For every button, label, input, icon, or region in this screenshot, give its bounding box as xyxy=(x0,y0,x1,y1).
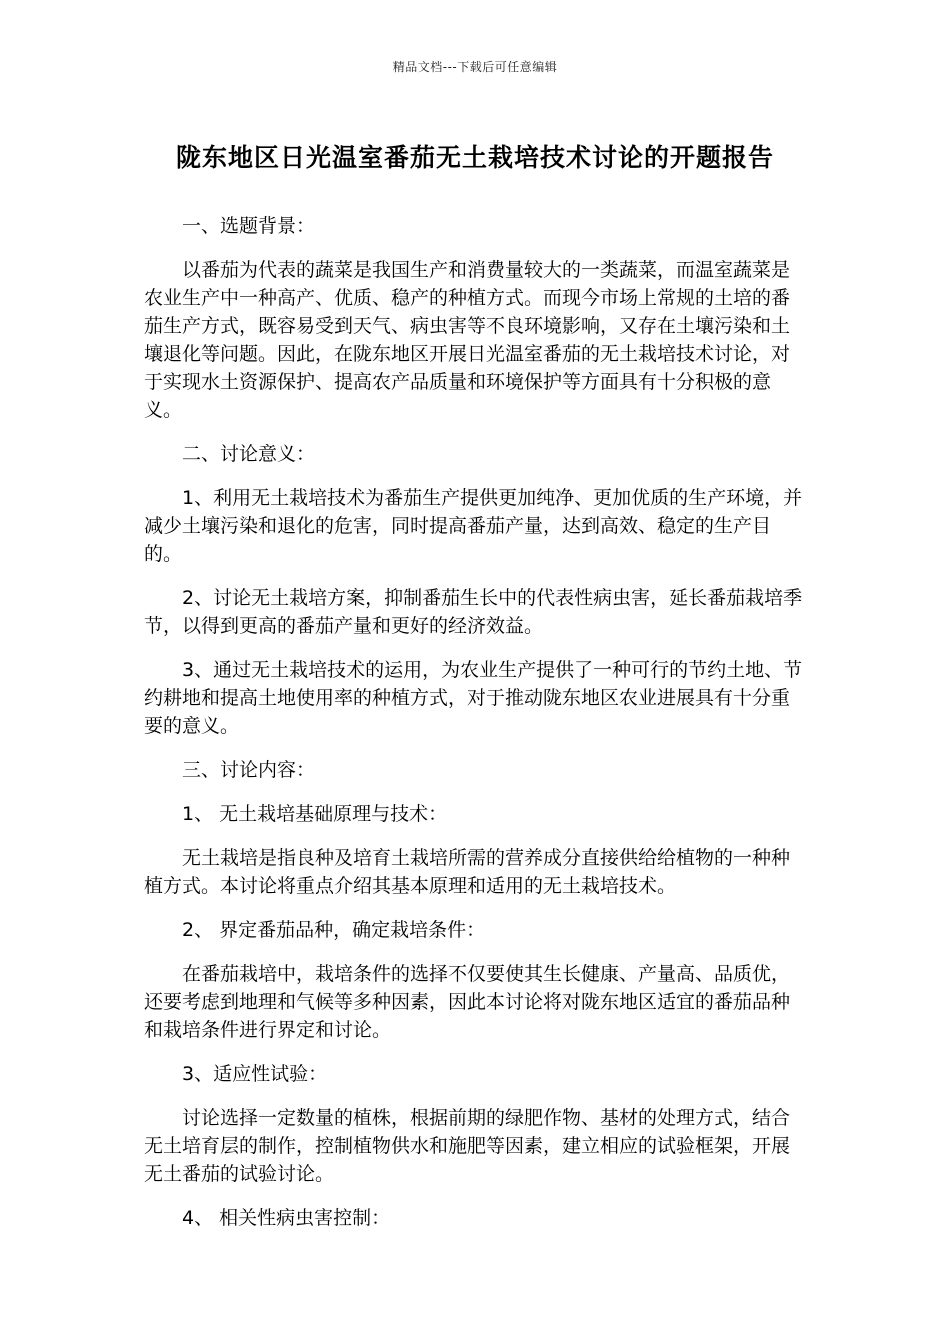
subsection-heading: 1、 无土栽培基础原理与技术： xyxy=(182,803,448,825)
subsection-heading: 2、 界定番茄品种，确定栽培条件： xyxy=(182,919,486,941)
document-body xyxy=(144,212,808,1248)
paragraph: 无土栽培是指良种及培育土栽培所需的营养成分直接供给给植物的一种种植方式。本讨论将重点介绍其基本原理和适用的无土栽培技术。 xyxy=(144,847,791,897)
section-heading: 三、讨论内容： xyxy=(182,759,316,781)
paragraph: 以番茄为代表的蔬菜是我国生产和消费量较大的一类蔬菜，而温室蔬菜是农业生产中一种高产、优质、稳产的种植方式。而现今市场上常规的土培的番茄生产方式，既容易受到天气、病虫害等不良环境影响，又存在土壤污染和土壤退化等问题。因此，在陇东地区开展日光温室番茄的无土栽培技术讨论，对于实现水土资源保护、提高农产品质量和环境保护等方面具有十分积极的意义。 xyxy=(144,259,791,421)
section-heading: 一、选题背景： xyxy=(182,215,316,237)
paragraph: 2、讨论无土栽培方案，抑制番茄生长中的代表性病虫害，延长番茄栽培季节，以得到更高的番茄产量和更好的经济效益。 xyxy=(144,587,803,637)
header-note: 精品文档---下载后可任意编辑 xyxy=(392,60,558,74)
paragraph: 讨论选择一定数量的植株，根据前期的绿肥作物、基材的处理方式，结合无土培育层的制作，控制植物供水和施肥等因素，建立相应的试验框架，开展无土番茄的试验讨论。 xyxy=(144,1107,791,1185)
document-title: 陇东地区日光温室番茄无土栽培技术讨论的开题报告 xyxy=(175,143,774,172)
paragraph: 1、利用无土栽培技术为番茄生产提供更加纯净、更加优质的生产环境，并减少土壤污染和退化的危害，同时提高番茄产量，达到高效、稳定的生产目的。 xyxy=(144,487,803,565)
paragraph: 3、通过无土栽培技术的运用，为农业生产提供了一种可行的节约土地、节约耕地和提高土地使用率的种植方式，对于推动陇东地区农业进展具有十分重要的意义。 xyxy=(144,659,803,737)
subsection-heading: 3、适应性试验： xyxy=(182,1063,328,1085)
paragraph: 在番茄栽培中，栽培条件的选择不仅要使其生长健康、产量高、品质优，还要考虑到地理和气候等多种因素，因此本讨论将对陇东地区适宜的番茄品种和栽培条件进行界定和讨论。 xyxy=(144,963,791,1041)
subsection-heading: 4、 相关性病虫害控制： xyxy=(182,1207,391,1229)
section-heading: 二、讨论意义： xyxy=(182,443,316,465)
